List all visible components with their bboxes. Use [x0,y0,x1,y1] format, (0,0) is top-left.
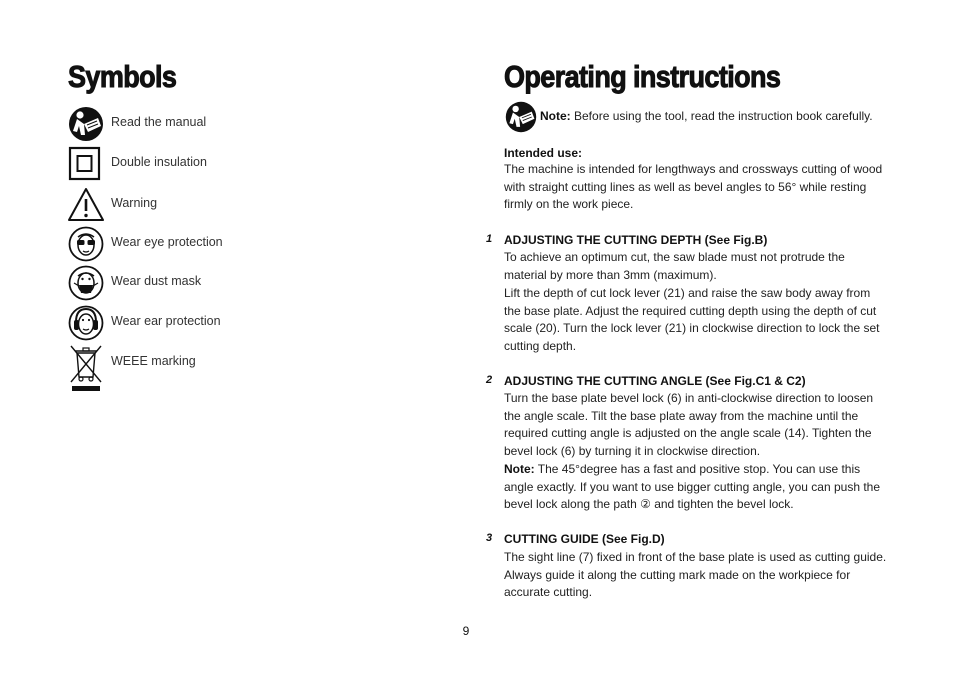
intended-use-title: Intended use: [504,146,583,160]
symbol-row-double-insulation [68,145,398,183]
symbol-label: Warning [111,196,158,210]
ear-protection-icon [68,304,104,342]
step-number: 2 [486,374,493,386]
note-text: The 45°degree has a fast and positive stop. You can use this angle exactly. If you want to use bigger cutting angle, you can push the bevel lock along the path ② and tighten the bevel lock. [504,462,881,512]
note-label: Note: [540,109,571,123]
step-title: ADJUSTING THE CUTTING ANGLE (See Fig.C1 & C2) [504,374,806,388]
warning-icon [68,186,104,224]
step-title: CUTTING GUIDE (See Fig.D) [504,532,665,546]
symbol-row-weee [68,344,398,394]
eye-protection-icon [68,225,104,263]
step-text: Turn the base plate bevel lock (6) in anti-clockwise direction to loosen the angle scale. Tilt the base plate away from the machine until the required cutting angle is adjusted on the angle scale (14). Tighten the bevel lock (6) by turning it in clockwise direction. [504,391,874,459]
step-number: 1 [486,233,493,245]
step-text: To achieve an optimum cut, the saw blade must not protrude the material by more than 3mm (maximum). [504,250,845,282]
intended-use-text: The machine is intended for lengthways and crossways cutting of wood with straight cutting lines as well as bevel angles to 56° while resting firmly on the work piece. [504,162,883,212]
step-note [504,461,890,514]
operating-instructions-heading: Operating instructions [504,60,781,94]
step-text: The sight line (7) fixed in front of the base plate is used as cutting guide. Always guide it along the cutting mark made on the workpiece for accurate cutting. [504,550,887,600]
symbol-label: Wear ear protection [111,314,221,328]
double-insulation-icon [68,145,104,183]
note-line [540,108,900,126]
weee-icon [68,344,104,394]
symbol-label: WEEE marking [111,354,196,368]
dust-mask-icon [68,264,104,302]
symbol-row-warning [68,186,398,224]
symbol-row-eye-protection [68,225,398,263]
symbol-label: Wear dust mask [111,274,202,288]
symbol-row-ear-protection [68,304,398,342]
symbols-heading: Symbols [68,60,177,94]
step-text: Lift the depth of cut lock lever (21) and raise the saw body away from the base plate. Adjust the required cutting depth using the depth of cut scale (20). Turn the lock lever (21) in clockwise direction to lock the set cutting depth. [504,286,880,354]
step-title: ADJUSTING THE CUTTING DEPTH (See Fig.B) [504,233,768,247]
symbol-row-dust-mask [68,264,398,302]
read-manual-icon [68,105,104,143]
note-text: Before using the tool, read the instruction book carefully. [570,109,873,123]
step-number: 3 [486,532,493,544]
page-number: 9 [462,624,470,638]
symbol-row-read-manual [68,105,398,143]
symbol-label: Read the manual [111,115,207,129]
symbol-label: Wear eye protection [111,235,223,249]
note-label: Note: [504,462,535,476]
symbol-label: Double insulation [111,155,207,169]
read-manual-icon [504,100,538,134]
